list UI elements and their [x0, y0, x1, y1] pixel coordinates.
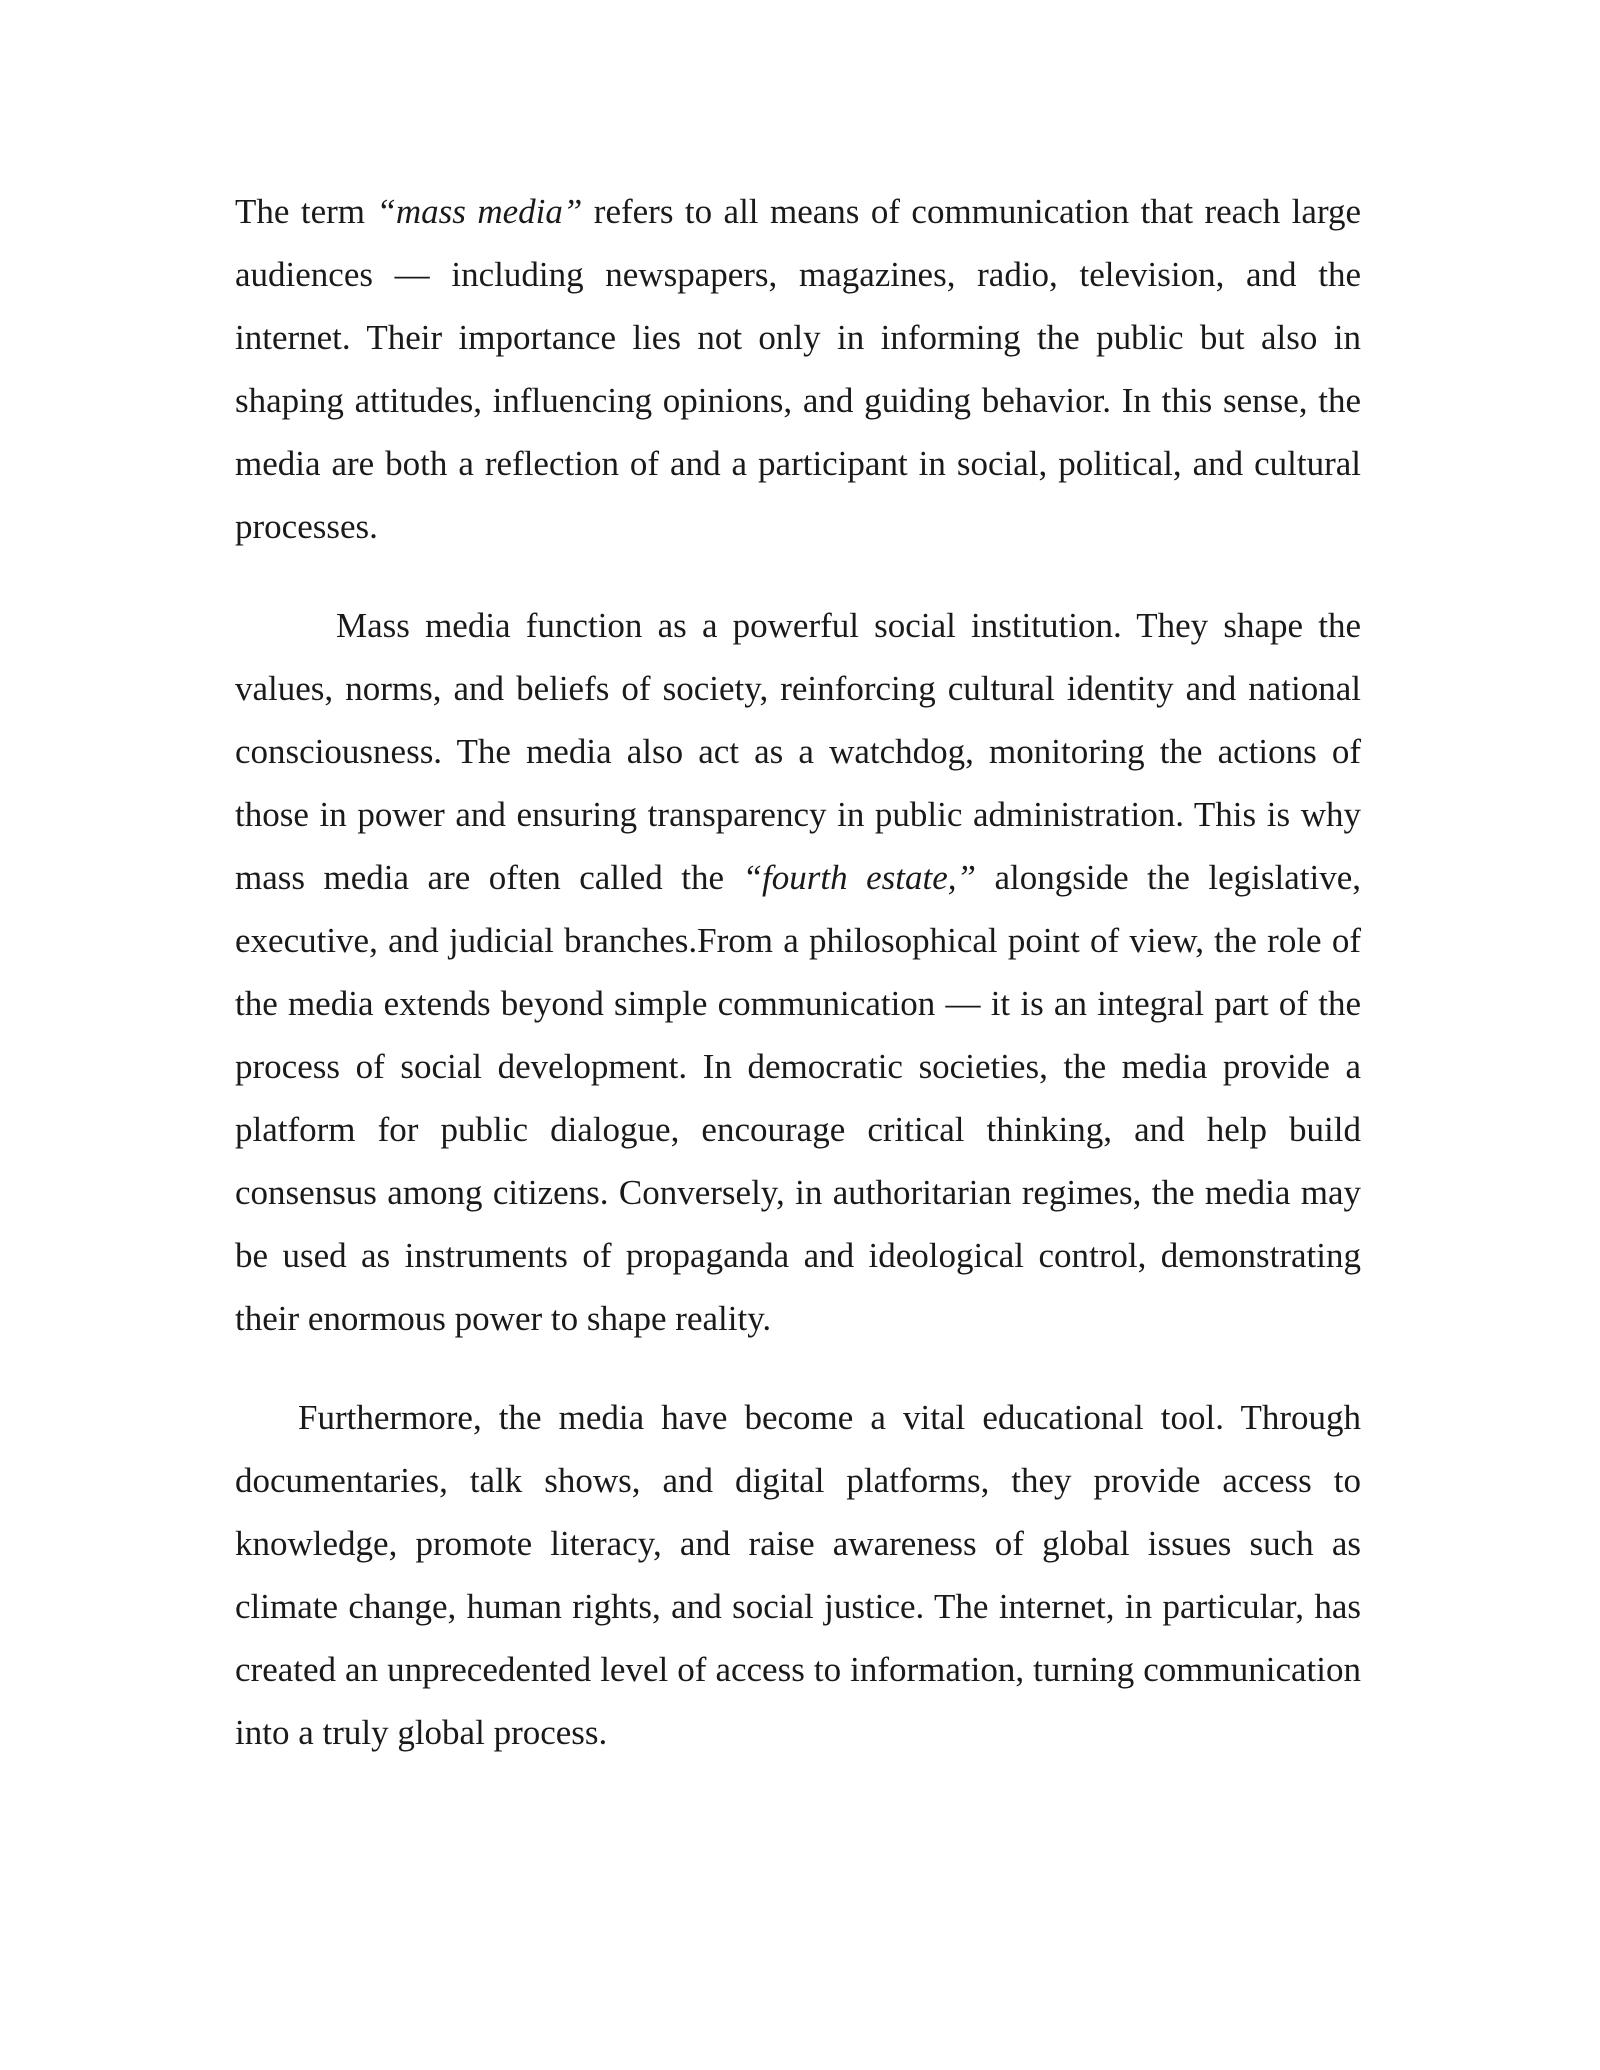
- italic-term-fourth-estate: “fourth estate,”: [742, 858, 976, 897]
- paragraph-mass-media-definition: [235, 180, 1361, 558]
- paragraph-text: refers to all means of communication that reach large audiences — including newspapers, magazines, radio, television, and the internet. Their importance lies not only in informing the public but also in shaping attitudes, influencing opinions, and guiding behavior. In this sense, the media are both a reflection of and a participant in social, political, and cultural processes.: [235, 192, 1362, 546]
- paragraph-text: Furthermore, the media have become a vital educational tool. Through documentaries, talk shows, and digital platforms, they provide access to knowledge, promote literacy, and raise awareness of global issues such as climate change, human rights, and social justice. The internet, in particular, has created an unprecedented level of access to information, turning communication into a truly global process.: [235, 1398, 1361, 1752]
- italic-term-mass-media: “mass media”: [376, 192, 583, 231]
- paragraph-text: alongside the legislative, executive, and judicial branches.From a philosophical point of view, the role of the media extends beyond simple communication — it is an integral part of the process of social development. In democratic societies, the media provide a platform for public dialogue, encourage critical thinking, and help build consensus among citizens. Conversely, in authoritarian regimes, the media may be used as instruments of propaganda and ideological control, demonstrating their enormous power to shape reality.: [235, 858, 1362, 1338]
- paragraph-text: Mass media function as a powerful social institution. They shape the values, norms, and beliefs of society, reinforcing cultural identity and national consciousness. The media also act as a watchdog, monitoring the actions of those in power and ensuring transparency in public administration. This is why mass media are often called the: [235, 606, 1361, 897]
- paragraph-educational-tool: [235, 1386, 1361, 1764]
- paragraph-social-institution: [235, 594, 1361, 1350]
- document-body: [235, 180, 1361, 1764]
- paragraph-text: The term: [235, 192, 377, 231]
